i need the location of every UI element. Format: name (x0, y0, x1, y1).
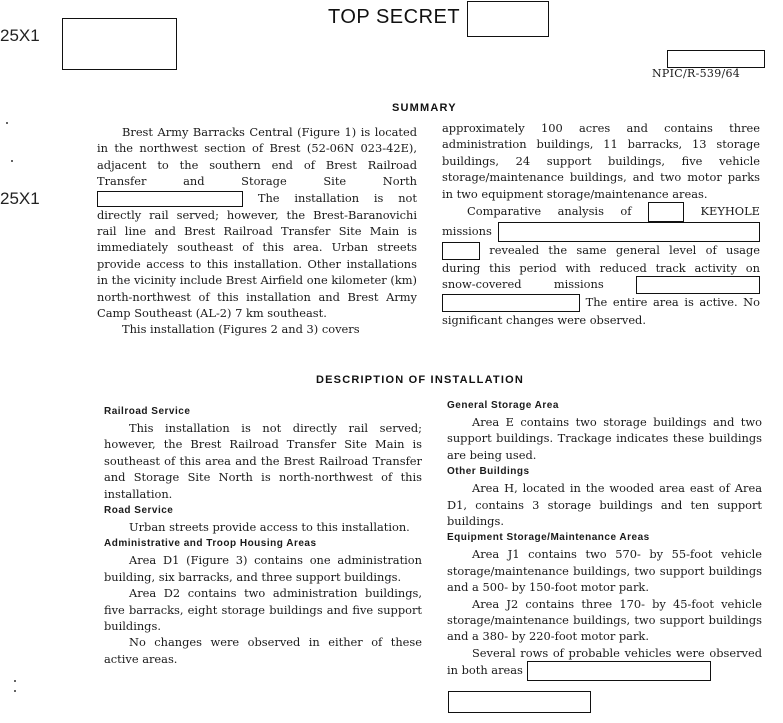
general-storage-heading: General Storage Area (447, 400, 559, 411)
other-buildings-heading: Other Buildings (447, 466, 530, 478)
admin-areas-heading: Administrative and Troop Housing Areas (104, 538, 317, 550)
margin-declass-code: 25X1 (0, 26, 40, 45)
redaction-box (448, 691, 591, 713)
summary-heading: SUMMARY (392, 102, 457, 114)
equipment-area-j2-text: Area J2 contains three 170- by 45-foot vehicle storage/maintenance buildings, two support buildings and a 380- by 220-foot motor park. (447, 596, 762, 644)
admin-area-d2-text: Area D2 contains two administration buildings, five barracks, eight storage buildings and five support buildings. (104, 586, 422, 634)
summary-paragraph: KEYHOLE missions (442, 204, 760, 239)
summary-paragraph: Comparative analysis of (467, 204, 632, 219)
redaction-box (62, 18, 177, 70)
description-heading: DESCRIPTION OF INSTALLATION (316, 374, 524, 386)
classification-title: TOP SECRET (328, 6, 461, 28)
redaction-inline (648, 202, 684, 222)
admin-area-d1-text: Area D1 (Figure 3) contains one administration building, six barracks, and three support buildings. (104, 553, 422, 584)
summary-paragraph: This installation (Figures 2 and 3) covers (122, 322, 360, 337)
document-number: NPIC/R-539/64 (652, 67, 741, 80)
redaction-inline (442, 242, 480, 260)
redaction-inline (527, 661, 711, 681)
description-right-column (447, 397, 762, 681)
railroad-service-heading: Railroad Service (104, 406, 191, 417)
road-service-heading: Road Service (104, 505, 174, 517)
scan-speck (14, 690, 16, 692)
other-buildings-text: Area H, located in the wooded area east of Area D1, contains 3 storage buildings and ten support buildings. (447, 481, 762, 529)
summary-right-column (442, 120, 760, 329)
summary-paragraph: approximately 100 acres and contains three administration buildings, 11 barracks, 13 storage buildings, 24 support buildings, five vehicle storage/maintenance buildings, and two motor parks in two equipment storage/maintenance areas. (442, 121, 760, 201)
redaction-inline (97, 191, 243, 207)
road-service-text: Urban streets provide access to this installation. (129, 520, 410, 535)
redaction-inline (636, 276, 760, 294)
margin-declass-code: 25X1 (0, 189, 40, 208)
equipment-areas-heading: Equipment Storage/Maintenance Areas (447, 532, 650, 544)
description-left-column (104, 403, 422, 667)
redaction-box (667, 50, 765, 68)
redaction-box (467, 1, 549, 37)
redaction-inline (498, 222, 760, 242)
summary-paragraph: The entire area is active. No significant changes were observed. (442, 295, 761, 328)
summary-left-column (97, 124, 417, 338)
equipment-area-j1-text: Area J1 contains two 570- by 55-foot vehicle storage/maintenance buildings, two support buildings and a 500- by 150-foot motor park. (447, 547, 762, 595)
scan-speck (6, 122, 8, 124)
summary-paragraph: revealed the same general level of usage during this period with reduced track activity on snow-covered missions (442, 243, 760, 292)
scan-speck (11, 160, 13, 162)
vehicles-text: Several rows of probable vehicles were observed in both areas (447, 645, 762, 678)
summary-paragraph: The installation is not directly rail served; however, the Brest-Baranovichi rail line and Brest Railroad Transfer Site Main is immediately southeast of this area. Urban streets provide access to this installation. Other installations in the vicinity include Brest Airfield one kilometer (km) north-northwest of this installation and Brest Army Camp Southeast (AL-2) 7 km southeast. (97, 190, 417, 321)
railroad-service-text: This installation is not directly rail served; however, the Brest Railroad Transfer Site Main is southeast of this area and the Brest Railroad Transfer and Storage Site North is north-northwest of this installation. (104, 421, 422, 501)
general-storage-text: Area E contains two storage buildings and two support buildings. Trackage indicates these buildings are being used. (447, 415, 762, 462)
scan-speck (14, 680, 16, 682)
redaction-inline (442, 294, 580, 312)
summary-paragraph: Brest Army Barracks Central (Figure 1) is located in the northwest section of Brest (52-06N 023-42E), adjacent to the southern end of Brest Railroad Transfer and Storage Site North (97, 125, 417, 189)
admin-changes-text: No changes were observed in either of these active areas. (104, 635, 422, 666)
